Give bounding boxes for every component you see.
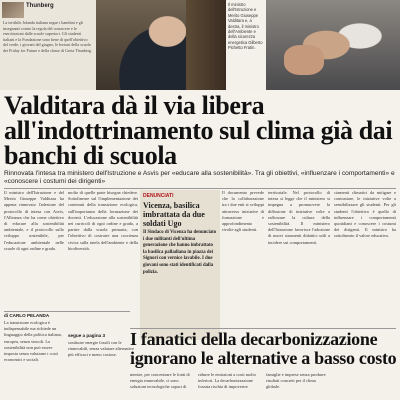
brief-name: Thunberg	[26, 3, 54, 9]
photo-second-minister	[266, 0, 400, 90]
second-article-column-2: sostituire energie fossili con le rinnovabili, senza valutare alternative più efficaci e meno costose.	[68, 340, 135, 358]
box-title: Vicenza, basilica imbrattata da due soldati Ugo	[143, 201, 205, 228]
photo-caption-block	[226, 0, 266, 90]
divider	[4, 188, 396, 189]
article-column-2: molto di quelle parte bisogna chiedere. Sottolineare sul l'implementazione dei contenuti della transizione ecologica, sull'importanza della formazione dei docenti. L'educazione alla sostenibilità nei curricoli di ogni ordine e grado, a partire dalla scuola primaria, con l'obiettivo di costruire una coscienza civica sulla tutela dell'ambiente e della biodiversità.	[68, 190, 138, 251]
byline-left: di CARLO PELANDA	[4, 313, 50, 318]
brief-text: La terribile Jolanda italiana segue i bambini e gli insegnanti contro la regola del conoscere e le esercitazioni dalle scuole superiori. Gli studenti italiani e la Fondazione sono bene di quell'obiettivo del verde, i giovani del giugno, le lezioni della scuola dei Friday for Future e della classe di Greta Thunberg.	[3, 20, 92, 53]
divider-left	[4, 311, 130, 312]
side-brief	[0, 0, 96, 90]
sidebar-box	[140, 190, 220, 340]
second-headline: I fanatici della decarbonizzazione ignorano le alternative a basso costo	[130, 329, 397, 368]
subheadline: Rinnovata l'intesa tra ministero dell'Istruzione e Asvis per «educare alla sostenibilità». Tra gli obiettivi, «influenzare i comportamenti» e «conoscere i costumi dei dirigenti»	[4, 170, 395, 185]
box-body: Il Sindaco di Vicenza ha denunciato i due militanti dell'ultima generazione che hanno imbrattato la basilica palladiana in piazza dei Signori con vernice lavabile. I due giovani sono stati identificati dalla polizia.	[143, 230, 217, 275]
continued-note: segue a pagina 3	[68, 333, 106, 338]
article-column-3: territoriale. Nel protocollo di intesa si legge che il ministero si impegna a promuovere la diffusione di iniziative volte a rafforzare la cultura della sostenibilità. Il ministero dell'Istruzione favorisce l'adozione di nuovi strumenti didattici utili a incidere sui comportamenti.	[268, 190, 330, 245]
photo-minister	[96, 0, 226, 90]
article-column-1: Il ministro dell'Istruzione e del Merito Giuseppe Valditara ha appena rinnovato l'adesione del protocollo di intesa con Asvis, l'Alleanza che ha come obiettivo di educare alla sostenibilità ambientale, e il protocollo sullo sviluppo sostenibile, per l'educazione ambientale nelle scuole di ogni ordine e grado.	[4, 190, 64, 251]
brief-thumbnail	[2, 2, 24, 18]
main-headline: Valditara dà il via libera all'indottrinamento sul clima già dai banchi di scuola	[4, 91, 393, 170]
second-article-body: mentre, per concentrare le fonti di energia rinnovabile, ci sono soluzioni tecnologiche capaci di ridurre le emissioni a costi molto inferiori. La decarbonizzazione forzata rischia di impoverire famiglie e imprese senza produrre risultati concreti per il clima globale.	[130, 372, 326, 390]
photo-caption: Il ministro dell'Istruzione e Merito Giuseppe Valditara e, a destra, il ministro dell'Ambiente e della sicurezza energetica Gilberto Pichetto Fratin.	[228, 2, 263, 51]
second-article-column-1: La transizione ecologica è indispensabile ma richiede un linguaggio della politica italiana, europea, senza vincoli. La sostenibilità non può essere imposta senza valutarne i costi economici e sociali.	[4, 320, 62, 363]
article-column-4: ciamenti climatici da mitigare e contrastare, le iniziative volte a sensibilizzare gli studenti. Per gli studenti l'obiettivo è quello di influenzare i comportamenti quotidiani e conoscere i costumi dei dirigenti. Il ministro ha sottolineato il valore educativo.	[334, 190, 396, 239]
main-headline-box	[0, 90, 400, 168]
article-column-5: Il documento prevede che la collaborazione tra i due enti si sviluppi attraverso iniziative di formazione e approfondimento rivolte agli studenti.	[222, 190, 264, 233]
top-photo-strip	[0, 0, 400, 90]
box-kicker: DENUNCIATI	[143, 193, 174, 199]
